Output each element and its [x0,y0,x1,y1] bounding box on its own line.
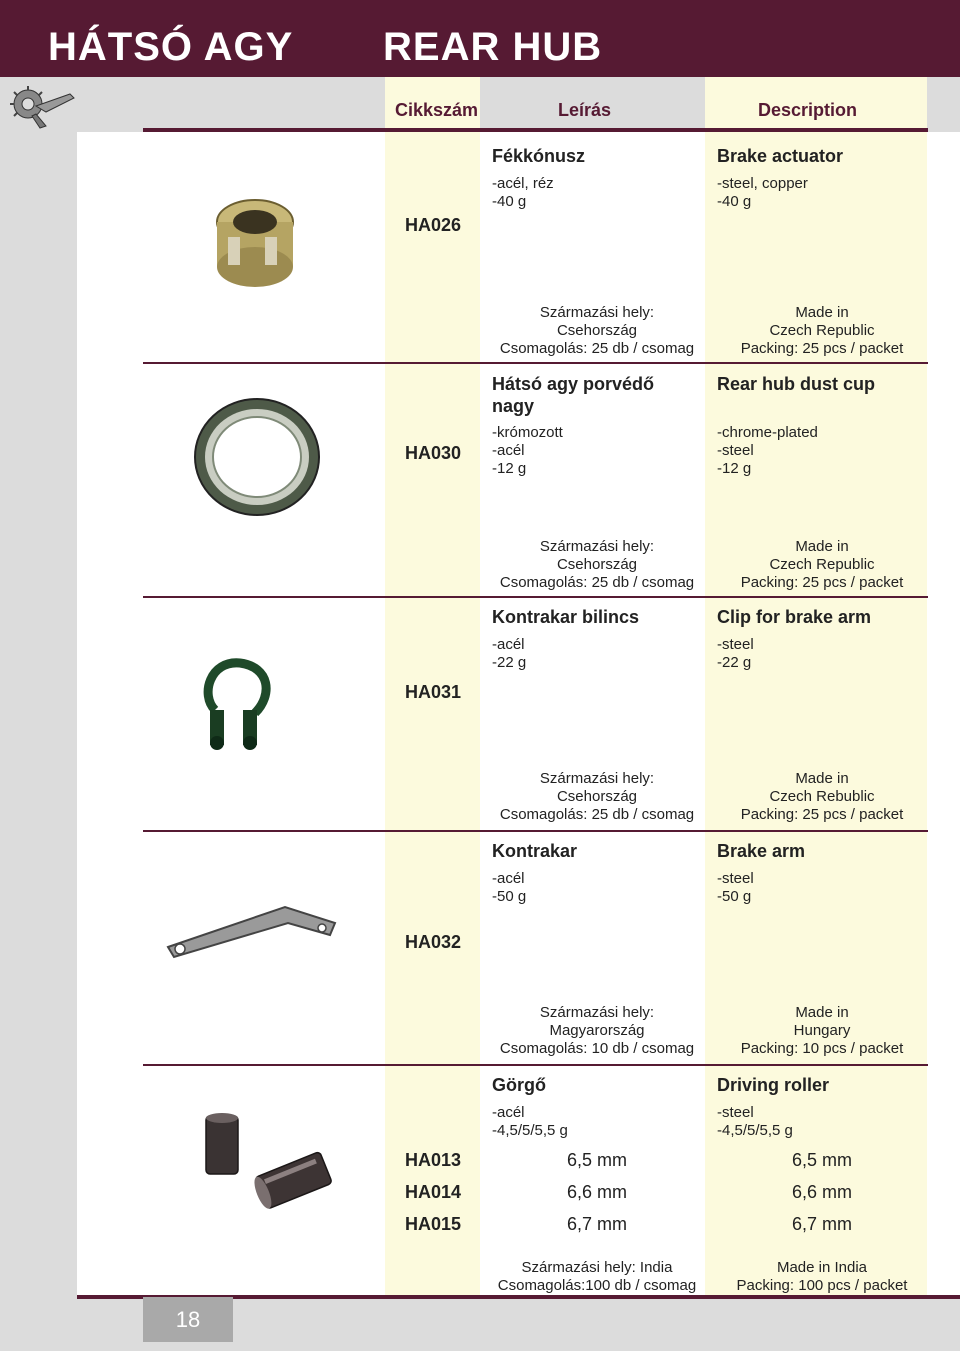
product-desc-en: -steel -50 g [717,870,754,905]
product-title-hu: Fékkónusz [492,146,586,166]
header-divider [143,128,928,132]
product-code: HA026 [405,215,462,235]
title-hu: HÁTSÓ AGY [48,25,294,69]
product-origin-en: Made in Czech Rebublic Packing: 25 pcs / packet [740,770,904,823]
roller-size-en: 6,6 mm [791,1182,852,1202]
product-desc-en: -steel, copper -40 g [717,175,808,210]
product-code: HA031 [405,682,462,702]
product-desc-en: -steel -22 g [717,636,754,671]
product-title-hu: Kontrakar bilincs [492,607,640,627]
product-origin-hu: Származási hely: India Csomagolás:100 db / csomag [497,1259,697,1294]
product-origin-en: Made in Czech Republic Packing: 25 pcs / packet [740,538,904,591]
product-title-hu: Görgő [492,1075,546,1095]
product-code: HA013 [405,1150,462,1170]
column-code-header: Cikkszám [395,100,479,120]
roller-size-hu: 6,6 mm [566,1182,627,1202]
page-header [0,0,960,77]
product-title-en: Brake actuator [717,146,844,166]
product-desc-hu: -acél, réz -40 g [492,175,554,210]
product-title-hu: Hátsó agy porvédő nagy [492,374,655,416]
product-desc-hu: -acél -22 g [492,636,527,671]
product-origin-hu: Származási hely: Magyarország Csomagolás: 10 db / csomag [499,1004,695,1057]
roller-size-hu: 6,7 mm [566,1214,627,1234]
row-divider [143,1064,928,1066]
product-origin-hu: Származási hely: Csehország Csomagolás: 25 db / csomag [499,538,695,591]
brake-actuator-image [210,192,300,297]
rear-hub-logo-icon [6,80,78,132]
row-divider [143,830,928,832]
product-origin-en: Made in Czech Republic Packing: 25 pcs / packet [740,304,904,357]
column-en-header: Description [758,100,858,120]
title-en: REAR HUB [383,25,603,69]
row-divider [143,362,928,364]
product-desc-en: -steel -4,5/5/5,5 g [717,1104,793,1139]
product-code: HA030 [405,443,462,463]
product-origin-hu: Származási hely: Csehország Csomagolás: 25 db / csomag [499,304,695,357]
roller-size-en: 6,7 mm [791,1214,852,1234]
product-code: HA015 [405,1214,462,1234]
product-code: HA014 [405,1182,462,1202]
product-title-hu: Kontrakar [492,841,578,861]
product-origin-en: Made in Hungary Packing: 10 pcs / packet [740,1004,904,1057]
roller-size-hu: 6,5 mm [566,1150,627,1170]
product-desc-hu: -acél -50 g [492,870,527,905]
product-desc-en: -chrome-plated -steel -12 g [717,424,818,477]
dust-cup-image [190,395,325,520]
product-origin-hu: Származási hely: Csehország Csomagolás: 25 db / csomag [499,770,695,823]
roller-size-en: 6,5 mm [791,1150,852,1170]
product-title-en: Rear hub dust cup [717,374,876,394]
product-desc-hu: -acél -4,5/5/5,5 g [492,1104,568,1139]
brake-arm-image [160,895,345,965]
row-divider [143,596,928,598]
product-desc-hu: -krómozott -acél -12 g [492,424,563,477]
product-origin-en: Made in India Packing: 100 pcs / packet [736,1259,908,1294]
product-title-en: Brake arm [717,841,806,861]
brake-arm-clip-image [195,655,275,755]
column-hu-header: Leírás [558,100,612,120]
product-title-en: Driving roller [717,1075,830,1095]
product-title-en: Clip for brake arm [717,607,872,627]
driving-roller-image [200,1110,335,1215]
product-code: HA032 [405,932,462,952]
page-number: 18 [143,1297,233,1342]
